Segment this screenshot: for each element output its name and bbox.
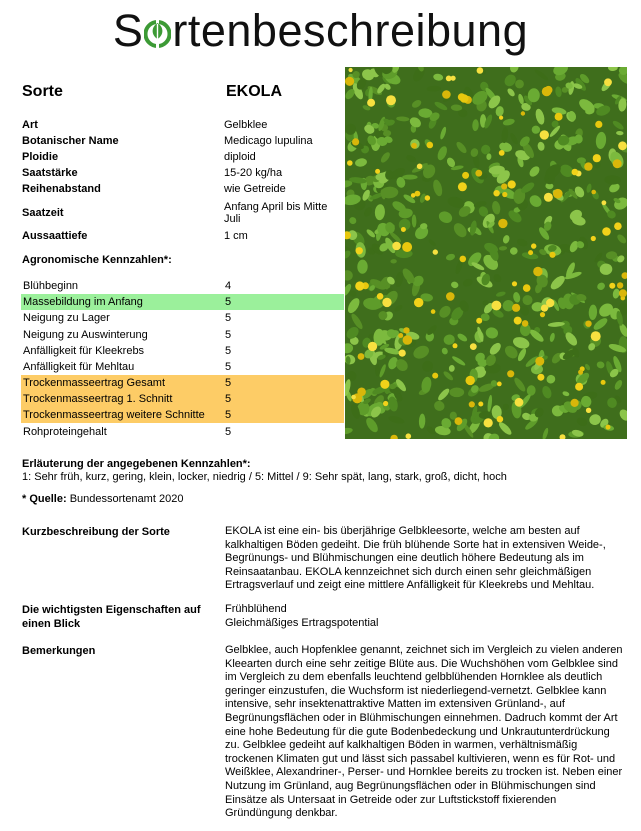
info-value: Medicago lupulina: [224, 135, 313, 147]
info-value: 15-20 kg/ha: [224, 167, 283, 179]
section-text: EKOLA ist eine ein- bis überjährige Gelbkleesorte, welche am besten auf kalkhaltigen Böden gedeiht. Die früh blühende Sorte hat in extensiven Weide-, Begrünungs- und Blühmischungen eine deutlich höhere Bedeutung als im Reinsaatanbau. EKOLA kennzeichnet sich durch einen sehr gleichmäßigen Ertragsverlauf und zeigt eine mittlere Anfälligkeit für Kleekrebs und Mehltau.: [225, 525, 606, 592]
agro-key: Neigung zu Lager: [23, 312, 110, 324]
agro-key: Trockenmasseertrag Gesamt: [23, 377, 166, 389]
agro-title: Agronomische Kennzahlen*:: [22, 254, 172, 266]
section-heading: Die wichtigsten Eigenschaften auf einen Blick: [22, 604, 201, 630]
agro-key: Trockenmasseertrag weitere Schnitte: [23, 409, 205, 421]
agro-row-highlighted: [21, 407, 344, 423]
agro-value: 4: [225, 280, 232, 292]
source-value: Bundessortenamt 2020: [69, 493, 184, 505]
info-value: wie Getreide: [224, 183, 286, 195]
agro-value: 5: [225, 329, 232, 341]
agro-key: Blühbeginn: [23, 280, 79, 292]
agro-row: [21, 359, 344, 375]
info-key: Reihenabstand: [22, 183, 101, 195]
agro-value: 5: [225, 393, 232, 405]
info-key: Ploidie: [22, 151, 59, 163]
agro-value: 5: [225, 312, 232, 324]
agro-key: Anfälligkeit für Kleekrebs: [23, 345, 145, 357]
property-item: Frühblühend: [225, 603, 287, 615]
agro-value: 5: [225, 296, 232, 308]
info-key: Art: [22, 119, 38, 131]
source-label: * Quelle:: [22, 493, 67, 505]
source-line: [22, 493, 183, 505]
agro-row: [21, 343, 344, 359]
clover-image: [345, 67, 627, 439]
agro-key: Trockenmasseertrag 1. Schnitt: [23, 393, 173, 405]
logo: [0, 0, 641, 62]
property-item: Gleichmäßiges Ertragspotential: [225, 616, 379, 629]
info-key: Botanischer Name: [22, 135, 119, 147]
agro-row: [21, 327, 344, 343]
agro-row: [21, 278, 344, 294]
info-value: 1 cm: [224, 230, 248, 242]
info-key: Aussaattiefe: [22, 230, 88, 242]
sorte-label: Sorte: [22, 83, 63, 100]
section-heading: Bemerkungen: [22, 645, 96, 657]
logo-text-prefix: S: [112, 5, 144, 56]
plant-photo: [345, 67, 627, 439]
info-key: Saatstärke: [22, 167, 78, 179]
agro-row-highlighted: [21, 375, 344, 391]
section-list: [225, 603, 625, 630]
logo-seed-icon: [144, 18, 171, 48]
agro-value: 5: [225, 345, 232, 357]
explanation-text: 1: Sehr früh, kurz, gering, klein, locker, niedrig / 5: Mittel / 9: Sehr spät, lang, stark, groß, dicht, hoch: [22, 471, 507, 483]
agro-key: Anfälligkeit für Mehltau: [23, 361, 135, 373]
agro-value: 5: [225, 426, 232, 438]
agro-key: Rohproteingehalt: [23, 426, 107, 438]
section-heading: Kurzbeschreibung der Sorte: [22, 526, 170, 538]
agro-value: 5: [225, 377, 232, 389]
agro-row: [21, 310, 344, 326]
agro-key: Neigung zu Auswinterung: [23, 329, 148, 341]
agro-row-highlighted: [21, 294, 344, 310]
sorte-value: EKOLA: [226, 83, 282, 100]
info-value: Gelbklee: [224, 119, 268, 131]
info-value: Anfang April bis Mitte Juli: [224, 201, 328, 225]
section-text: Gelbklee, auch Hopfenklee genannt, zeichnet sich im Vergleich zu vielen anderen Kleearten durch eine sehr zeitige Blüte aus. Die Wuchshöhen vom Gelbklee sind im Vergleich zu dem ebenfalls leuchtend gelbblühenden Hornklee als deutlich geringer einzustufen, die Wuchsform ist niederliegend-vernetzt. Gelbklee kann intensive, sehr insektenattraktive Matten im extensiven Grünland-, auf Begrünungsflächen oder in Blühmischungen einnehmen. Dadruch kommt der Art eine hohe Bedeutung für die gute Bodenbedeckung und Unkrautunterdrückung zu. Gelbklee gedeiht auf kalkhaltigen Böden in warmen, verhältnismäßig trockenen Klimaten gut und lässt sich passabel kultivieren, wenn es für Rot- und Weißklee, Alexandriner-, Perser- und Hornklee bereits zu trocken ist. Neben einer Nutzung im Grünland, aug Begrünungsflächen oder in Blühmischungen sind Einsätze als Untersaat in Getreide oder zur Luftstickstoff fixierenden Gründüngung denkbar.: [225, 644, 623, 820]
agro-row: [21, 424, 344, 440]
agro-key: Massebildung im Anfang: [23, 296, 143, 308]
info-key: Saatzeit: [22, 207, 64, 219]
agro-row-highlighted: [21, 391, 344, 407]
agro-value: 5: [225, 361, 232, 373]
explanation-title: Erläuterung der angegebenen Kennzahlen*:: [22, 458, 251, 470]
logo-text-suffix: rtenbeschreibung: [172, 5, 529, 56]
info-value: diploid: [224, 151, 256, 163]
agro-value: 5: [225, 409, 232, 421]
